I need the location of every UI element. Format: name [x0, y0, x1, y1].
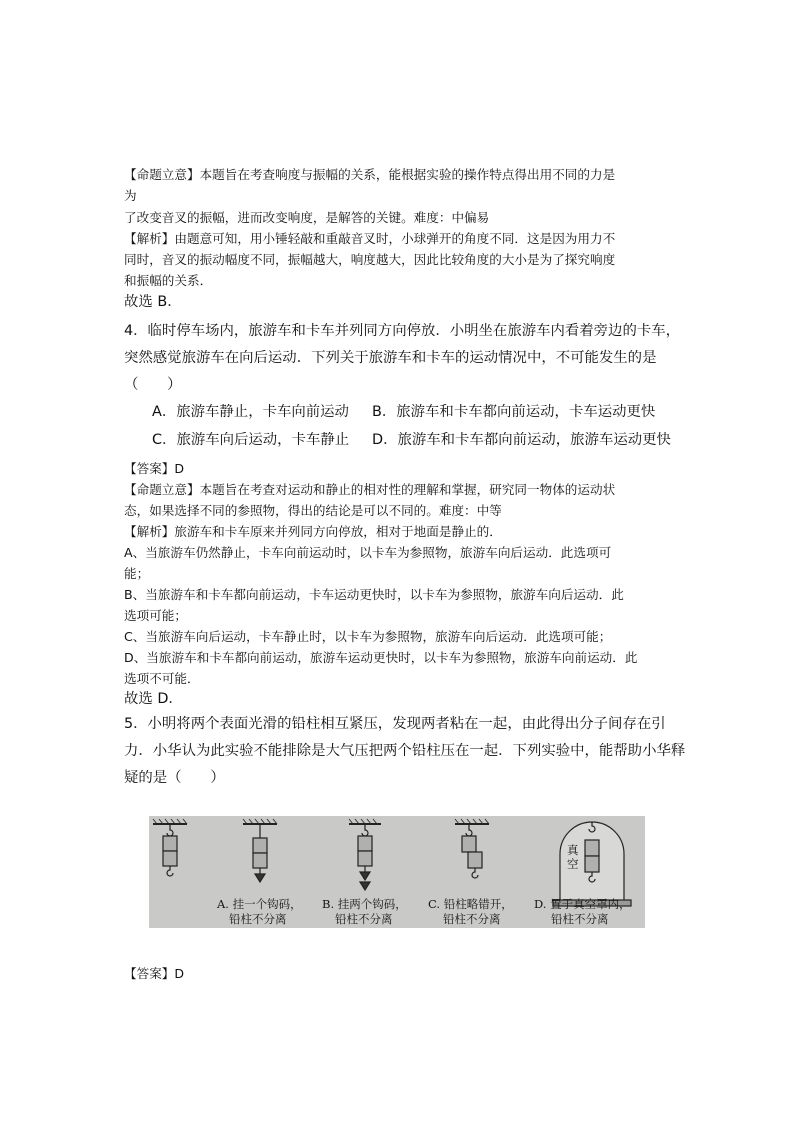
vacuum-label: 空: [567, 857, 579, 871]
question-5-stem: 疑的是（ ）: [124, 770, 225, 786]
question-5-stem: 5．小明将两个表面光滑的铅柱相互紧压，发现两者粘在一起，由此得出分子间存在引: [124, 716, 666, 732]
answer-label: 【答案】D: [124, 966, 185, 981]
answer-label: 【答案】D: [124, 461, 185, 476]
text-line: 同时，音叉的振动幅度不同，振幅越大，响度越大，因此比较角度的大小是为了探究响度: [124, 252, 616, 267]
text-line: D、当旅游车和卡车都向前运动，旅游车运动更快时，以卡车为参照物，旅游车向前运动．此: [124, 650, 638, 665]
question-4-stem: 4．临时停车场内，旅游车和卡车并列同方向停放．小明坐在旅游车内看着旁边的卡车，: [124, 323, 681, 339]
caption-c-line1: C. 铅柱略错开，: [428, 897, 513, 911]
text-line: 为: [124, 188, 137, 203]
option-d: D．旅游车和卡车都向前运动，旅游车运动更快: [372, 432, 671, 448]
text-line: B、当旅游车和卡车都向前运动，卡车运动更快时，以卡车为参照物，旅游车向后运动．此: [124, 587, 624, 602]
text-line: 了改变音叉的振幅，进而改变响度，是解答的关键。难度：中偏易: [124, 210, 490, 225]
option-c: C．旅游车向后运动，卡车静止: [152, 432, 350, 448]
text-line: 故选 B．: [124, 294, 182, 310]
option-a: A．旅游车静止，卡车向前运动: [152, 404, 349, 420]
option-b: B．旅游车和卡车都向前运动，卡车运动更快: [372, 404, 656, 420]
caption-b-line1: B. 挂两个钩码，: [322, 897, 407, 911]
text-line: 选项可能；: [124, 608, 187, 623]
vacuum-label: 真: [567, 843, 579, 857]
question-5-stem: 力．小华认为此实验不能排除是大气压把两个铅柱压在一起．下列实验中，能帮助小华释: [124, 743, 686, 759]
text-line: 【命题立意】本题旨在考查对运动和静止的相对性的理解和掌握，研究同一物体的运动状: [124, 482, 616, 497]
text-line: 【解析】由题意可知，用小锤轻敲和重敲音叉时，小球弹开的角度不同．这是因为用力不: [124, 231, 616, 246]
caption-d-line1: D. 置于真空罩内，: [534, 897, 631, 911]
caption-b-line2: 铅柱不分离: [335, 912, 393, 926]
caption-c-line2: 铅柱不分离: [443, 912, 501, 926]
text-line: C、当旅游车向后运动，卡车静止时，以卡车为参照物，旅游车向后运动．此选项可能；: [124, 629, 612, 644]
text-line: A、当旅游车仍然静止，卡车向前运动时，以卡车为参照物，旅游车向后运动．此选项可: [124, 545, 612, 560]
caption-a-line1: A. 挂一个钩码，: [217, 897, 302, 911]
text-line: 能；: [124, 566, 150, 581]
text-line: 和振幅的关系．: [124, 273, 213, 288]
text-line: 态，如果选择不同的参照物，得出的结论是可以不同的。难度：中等: [124, 503, 502, 518]
question-4-stem: （ ）: [124, 377, 182, 393]
text-line: 选项不可能．: [124, 671, 200, 686]
text-line: 【解析】旅游车和卡车原来并列同方向停放，相对于地面是静止的．: [124, 524, 502, 539]
caption-a-line2: 铅柱不分离: [229, 912, 287, 926]
lead-cylinder-figure: [149, 816, 645, 928]
caption-d-line2: 铅柱不分离: [551, 912, 609, 926]
question-4-stem: 突然感觉旅游车在向后运动．下列关于旅游车和卡车的运动情况中，不可能发生的是: [124, 350, 657, 366]
text-line: 故选 D．: [124, 691, 183, 707]
text-line: 【命题立意】本题旨在考查响度与振幅的关系，能根据实验的操作特点得出用不同的力是: [124, 167, 616, 182]
